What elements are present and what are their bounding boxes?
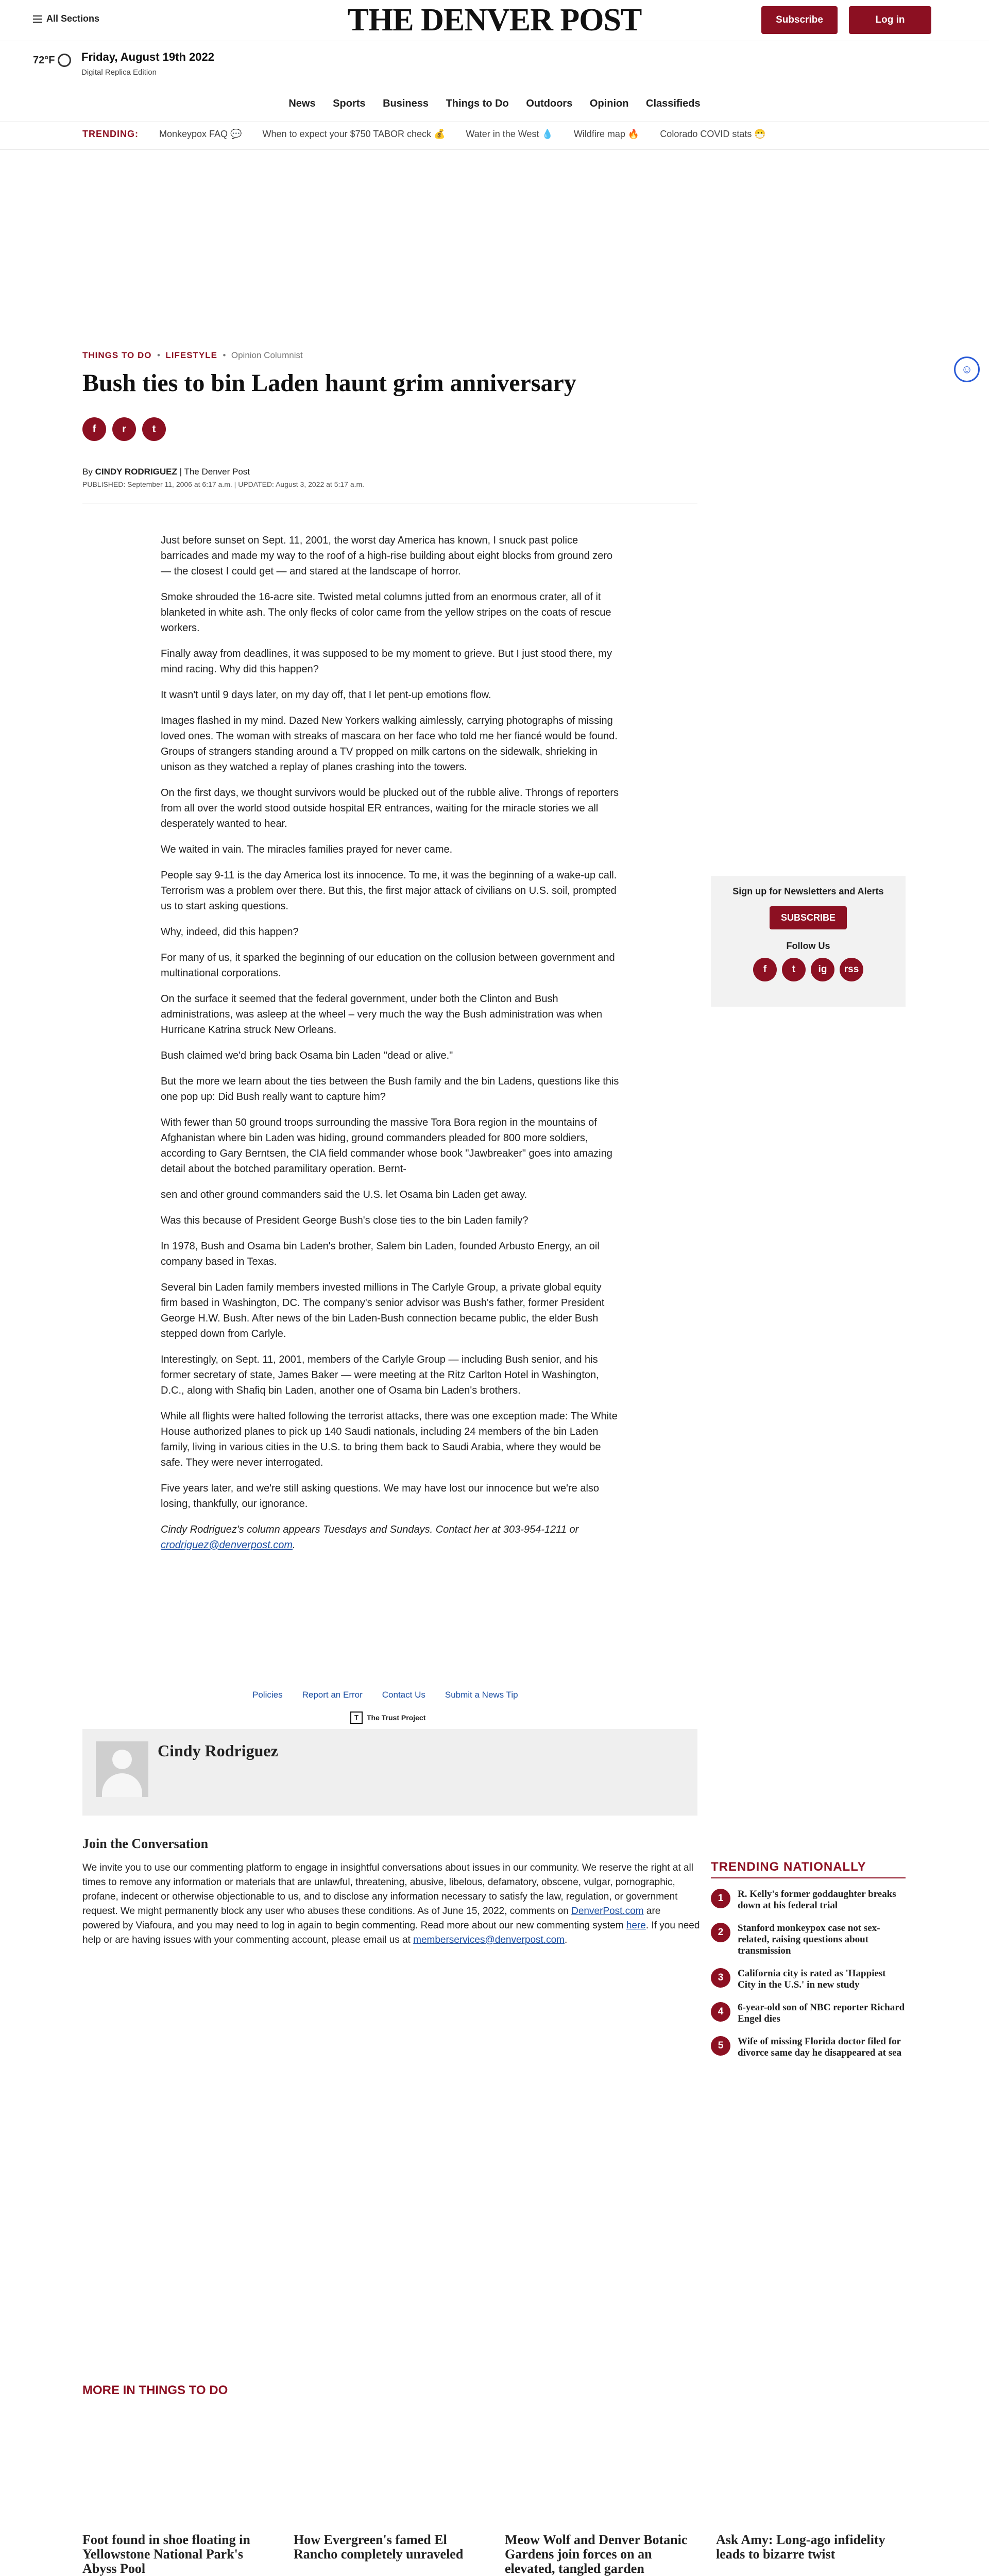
story-title: How Evergreen's famed El Rancho completely unraveled (294, 2532, 464, 2562)
temperature: 72°F (33, 54, 55, 66)
author-box-name[interactable]: Cindy Rodriguez (158, 1741, 278, 1760)
article-paragraph: Interestingly, on Sept. 11, 2001, members of the Carlyle Group — including Bush senior, and his former secretary of state, James Baker — were meeting at the Ritz Carlton Hotel in Washington, D.C., along with Shafiq bin Laden, another one of Osama bin Laden's brothers. (161, 1354, 599, 1396)
article-paragraph: Images flashed in my mind. Dazed New Yorkers walking aimlessly, carrying photographs of missing loved ones. The woman with streaks of mascara on her face who told me her fiancé would be found. Groups of strangers standing around a TV propped on milk cartons on the sidewalk, shrieking in unison as they watched a replay of planes crashing into the towers. (161, 715, 618, 773)
outlet-name: The Denver Post (184, 467, 250, 477)
article-paragraph: Five years later, and we're still asking questions. We may have lost our innocence but we're also losing, thankfully, our ignorance. (161, 1483, 600, 1510)
trending-item[interactable]: Wildfire map 🔥 (573, 129, 640, 139)
author-note: Cindy Rodriguez's column appears Tuesdays and Sundays. Contact her at 303-954-1211 or crodriguez@denverpost.com. (161, 1524, 579, 1551)
weather-widget[interactable] (33, 54, 71, 67)
trending-item[interactable]: Colorado COVID stats 😷 (660, 129, 766, 139)
breadcrumb-things-to-do[interactable]: THINGS TO DO (82, 350, 152, 360)
policies-link[interactable]: Policies (252, 1690, 283, 1700)
story-image (294, 2411, 484, 2519)
member-services-email-link[interactable]: memberservices@denverpost.com (413, 1935, 565, 1945)
rank-badge: 4 (711, 2002, 730, 2022)
list-item[interactable]: 4 6-year-old son of NBC reporter Richard Engel dies (711, 2002, 906, 2025)
article-paragraph: Was this because of President George Bush's close ties to the bin Laden family? (161, 1215, 528, 1226)
instagram-icon[interactable]: ig (811, 958, 834, 981)
login-button[interactable]: Log in (849, 6, 931, 34)
submit-tip-link[interactable]: Submit a News Tip (445, 1690, 518, 1700)
article-headline: Bush ties to bin Laden haunt grim anniversary (82, 369, 576, 397)
story-card[interactable] (716, 2411, 907, 2576)
article-paragraph: People say 9-11 is the day America lost its innocence. To me, it was the beginning of a wake-up call. Terrorism was a problem over there. But this, the first major attack of civilians on U.S. soil, prompted us to start asking questions. (161, 870, 617, 912)
conversation-text: We invite you to use our commenting platform to engage in insightful conversations about issues in our community. We reserve the right at all times to remove any information or materials that are unlawful, threatening, abusive, libelous, defamatory, obscene, vulgar, pornographic, profane, indecent or otherwise objectionable to us, and to disclose any information necessary to satisfy the law, regulation, or government request. We might permanently block any user who abuses these conditions. As of June 15, 2022, comments on DenverPost.com are powered by Viafoura, and you may need to log in again to begin commenting. Read more about our new commenting system here. If you need help or are having issues with your commenting account, please email us at memberservices@denverpost.com. (82, 1862, 700, 1945)
conversation-title: Join the Conversation (82, 1836, 209, 1851)
byline: By CINDY RODRIGUEZ | The Denver Post (82, 467, 250, 477)
nav-news[interactable]: News (288, 98, 316, 109)
story-card[interactable] (82, 2411, 273, 2576)
breadcrumb-lifestyle[interactable]: LIFESTYLE (165, 350, 217, 360)
nav-things-to-do[interactable]: Things to Do (446, 98, 509, 109)
article-paragraph: Finally away from deadlines, it was supposed to be my moment to grieve. But I just stood there, my mind racing. Why did this happen? (161, 648, 612, 675)
report-error-link[interactable]: Report an Error (302, 1690, 363, 1700)
list-item[interactable]: 5 Wife of missing Florida doctor filed for divorce same day he disappeared at sea (711, 2036, 906, 2059)
reddit-share-icon[interactable]: r (112, 417, 136, 441)
trending-item[interactable]: Water in the West 💧 (466, 129, 553, 139)
nav-business[interactable]: Business (383, 98, 429, 109)
article-paragraph: We waited in vain. The miracles families prayed for never came. (161, 844, 453, 855)
article-paragraph: It wasn't until 9 days later, on my day off, that I let pent-up emotions flow. (161, 689, 491, 701)
article-paragraph: While all flights were halted following the terrorist attacks, there was one exception made: The White House authorized planes to pick up 140 Saudi nationals, including 24 members of the bin Laden family, living in various cities in the U.S. to bring them back to Saudi Arabia, where they would be safe. They were never interrogated. (161, 1411, 618, 1468)
more-grid (82, 2411, 907, 2576)
rss-icon[interactable]: rss (840, 958, 863, 981)
avatar (96, 1741, 148, 1797)
current-date: Friday, August 19th 2022 (81, 50, 214, 63)
story-image (716, 2411, 907, 2519)
story-image (505, 2411, 695, 2519)
article-paragraph: Why, indeed, did this happen? (161, 926, 299, 938)
trending-item[interactable]: When to expect your $750 TABOR check 💰 (262, 129, 446, 139)
twitter-icon[interactable]: t (782, 958, 806, 981)
list-item[interactable]: 3 California city is rated as 'Happiest City in the U.S.' in new study (711, 1968, 906, 1991)
trust-project-badge[interactable]: T The Trust Project (350, 1711, 425, 1724)
all-sections-label: All Sections (46, 13, 100, 24)
facebook-icon[interactable]: f (753, 958, 777, 981)
follow-us-label: Follow Us (786, 941, 830, 951)
accessibility-icon[interactable]: ☺ (954, 357, 980, 382)
article-paragraph: Bush claimed we'd bring back Osama bin Laden "dead or alive." (161, 1050, 453, 1061)
article-paragraph: Several bin Laden family members invested millions in The Carlyle Group, a private global equity firm based in Washington, DC. The company's senior advisor was Bush's father, former President George H.W. Bush. After news of the bin Laden-Bush connection became public, the elder Bush stepped down from Carlyle. (161, 1282, 605, 1340)
rank-badge: 5 (711, 2036, 730, 2056)
menu-icon (33, 15, 42, 23)
article-footer-links (252, 1690, 518, 1700)
contact-us-link[interactable]: Contact Us (382, 1690, 425, 1700)
article-paragraph: But the more we learn about the ties between the Bush family and the bin Ladens, questions like this one pop up: Did Bush really want to capture him? (161, 1076, 619, 1103)
story-title: Meow Wolf and Denver Botanic Gardens join forces on an elevated, tangled garden (505, 2532, 688, 2576)
trust-project-icon: T (350, 1711, 363, 1724)
article-paragraph: Just before sunset on Sept. 11, 2001, the worst day America has known, I snuck past police barricades and made my way to the roof of a high-rise building about eight blocks from ground zero — the closest I could get — and stared at the landscape of horror. (161, 535, 613, 577)
trending-nationally-title: TRENDING NATIONALLY (711, 1860, 906, 1878)
nav-outdoors[interactable]: Outdoors (526, 98, 573, 109)
newsletter-subscribe-button[interactable]: SUBSCRIBE (770, 906, 847, 929)
rank-badge: 3 (711, 1968, 730, 1988)
commenting-system-link[interactable]: here (626, 1920, 646, 1931)
top-bar (0, 0, 989, 41)
nav-sports[interactable]: Sports (333, 98, 366, 109)
rank-badge: 1 (711, 1889, 730, 1908)
newsletter-title: Sign up for Newsletters and Alerts (732, 886, 884, 896)
article-paragraph: On the surface it seemed that the federal government, under both the Clinton and Bush administrations, was asleep at the wheel – very much the way the Bush administration was when Hurricane Katrina struck New Orleans. (161, 993, 603, 1036)
trending-nationally-list (711, 1889, 906, 2070)
trending-item[interactable]: Monkeypox FAQ 💬 (159, 129, 242, 139)
list-item[interactable]: 2 Stanford monkeypox case not sex-related, raising questions about transmission (711, 1923, 906, 1957)
subscribe-button[interactable]: Subscribe (761, 6, 838, 34)
publish-dates: PUBLISHED: September 11, 2006 at 6:17 a.m. | UPDATED: August 3, 2022 at 5:17 a.m. (82, 480, 365, 488)
story-card[interactable] (294, 2411, 484, 2576)
trending-divider (0, 149, 989, 150)
story-card[interactable] (505, 2411, 695, 2576)
share-buttons (82, 417, 166, 441)
rank-badge: 2 (711, 1923, 730, 1942)
nav-classifieds[interactable]: Classifieds (646, 98, 701, 109)
trending-label: TRENDING: (82, 129, 139, 139)
trending-bar (82, 129, 907, 140)
more-section-title: MORE IN THINGS TO DO (82, 2383, 228, 2397)
sun-icon (58, 54, 71, 67)
article-body (161, 533, 619, 1563)
facebook-share-icon[interactable]: f (82, 417, 106, 441)
article-paragraph: For many of us, it sparked the beginning of our education on the collusion between government and multinational corporations. (161, 952, 615, 979)
article-paragraph: With fewer than 50 ground troops surrounding the massive Tora Bora region in the mountains of Afghanistan where bin Laden was hiding, ground commanders pleaded for 800 more soldiers, according to Gary Berntsen, the CIA field commander whose book "Jawbreaker" goes into amazing detail about the botched paramilitary operation. Bernt- (161, 1117, 612, 1175)
list-item[interactable]: 1 R. Kelly's former goddaughter breaks down at his federal trial (711, 1889, 906, 1911)
author-email-link[interactable]: crodriguez@denverpost.com (161, 1539, 293, 1551)
main-nav (0, 98, 989, 110)
article-paragraph: Smoke shrouded the 16-acre site. Twisted metal columns jutted from an enormous crater, all of it blanketed in white ash. The only flecks of color came from the yellow stripes on the coats of rescue workers. (161, 591, 611, 634)
nav-opinion[interactable]: Opinion (589, 98, 629, 109)
sidebar-social (711, 958, 906, 981)
author-link[interactable]: CINDY RODRIGUEZ (95, 467, 177, 477)
twitter-share-icon[interactable]: t (142, 417, 166, 441)
site-logo[interactable]: THE DENVER POST (347, 3, 642, 38)
story-title: Ask Amy: Long-ago infidelity leads to bizarre twist (716, 2532, 885, 2562)
breadcrumb-opinion-columnist[interactable]: Opinion Columnist (231, 350, 303, 360)
article-paragraph: In 1978, Bush and Osama bin Laden's brother, Salem bin Laden, founded Arbusto Energy, an oil company based in Texas. (161, 1241, 600, 1267)
newsletter-box (711, 876, 906, 1007)
article-paragraph: On the first days, we thought survivors would be plucked out of the rubble alive. Throngs of reporters from all over the world stood outside hospital ER entrances, waiting for the miracle stories we all desperately wanted to hear. (161, 787, 619, 829)
all-sections-button[interactable] (33, 13, 99, 24)
denverpost-link[interactable]: DenverPost.com (571, 1906, 644, 1917)
story-image (82, 2411, 273, 2519)
story-title: Foot found in shoe floating in Yellowstone National Park's Abyss Pool (82, 2532, 250, 2576)
breadcrumb: THINGS TO DO • LIFESTYLE • Opinion Columnist (82, 350, 303, 360)
digital-edition-link[interactable]: Digital Replica Edition (81, 68, 157, 77)
author-box (82, 1729, 697, 1816)
article-paragraph: sen and other ground commanders said the U.S. let Osama bin Laden get away. (161, 1189, 527, 1200)
